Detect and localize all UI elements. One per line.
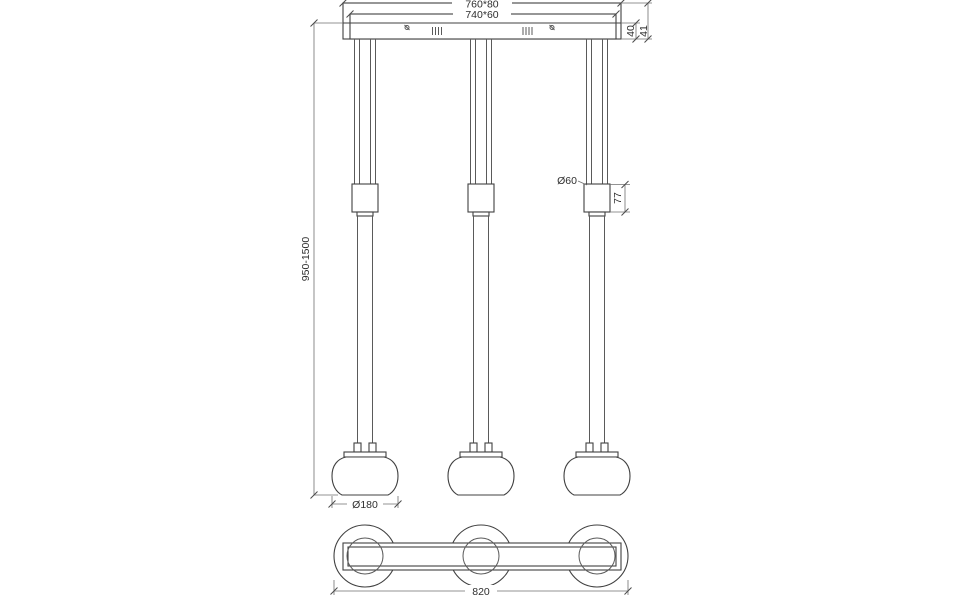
pendant-drop-center	[448, 39, 514, 495]
adjuster-neck	[589, 212, 605, 216]
shade-cap	[460, 452, 502, 457]
rod-adjuster	[584, 184, 610, 212]
glass-shade	[448, 457, 514, 495]
screw-icon	[550, 25, 555, 30]
suspension-rods	[355, 39, 376, 184]
suspension-height-label: 950-1500	[299, 236, 312, 282]
canopy-inner-dimension-label: 740*60	[465, 9, 499, 21]
dimension-shade-diameter	[329, 496, 402, 511]
suspension-rods	[471, 39, 492, 184]
canopy-outer-dimension-label: 760*80	[465, 0, 499, 11]
canopy-mount-height-label: 40	[624, 25, 637, 37]
rod-adjuster	[352, 184, 378, 212]
suspension-rods	[587, 39, 608, 184]
lower-tube	[358, 216, 373, 443]
glass-shade	[564, 457, 630, 495]
glass-shade	[332, 457, 398, 495]
dimension-canopy-heights	[621, 0, 652, 43]
pendant-drop-left	[332, 39, 398, 495]
adjuster-neck	[357, 212, 373, 216]
adjuster-neck	[473, 212, 489, 216]
dimension-overall-width	[331, 580, 632, 598]
adjuster-height-label: 77	[611, 192, 624, 204]
canopy-total-height-label: 41	[637, 25, 650, 37]
dimension-adjuster-height	[610, 181, 630, 216]
lower-tube	[590, 216, 605, 443]
adjuster-diameter-label: Ø60	[557, 175, 577, 187]
screw-icon	[405, 25, 410, 30]
dimension-suspension-height	[300, 20, 338, 499]
front-view	[300, 0, 652, 511]
rod-adjuster	[468, 184, 494, 212]
dimension-adjuster-diameter	[557, 175, 587, 187]
plan-view	[331, 525, 632, 598]
lower-tube	[474, 216, 489, 443]
overall-width-label: 820	[472, 586, 490, 598]
pendant-drop-right	[564, 39, 630, 495]
shade-connector	[601, 443, 608, 452]
shade-diameter-label: Ø180	[352, 499, 378, 511]
shade-connector	[354, 443, 361, 452]
shade-connector	[485, 443, 492, 452]
shade-cap	[576, 452, 618, 457]
shade-connector	[369, 443, 376, 452]
shade-connector	[586, 443, 593, 452]
shade-cap	[344, 452, 386, 457]
shade-connector	[470, 443, 477, 452]
